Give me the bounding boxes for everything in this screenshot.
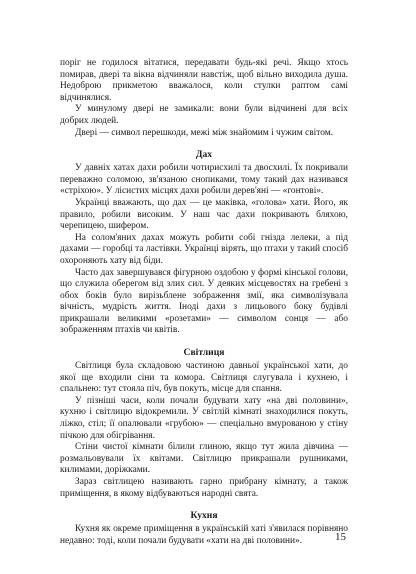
- body-text: [60, 58, 348, 547]
- paragraph: У минулому двері не замикали: вони були відчинені для всіх добрих людей.: [60, 104, 348, 126]
- section-heading-svitlytsia: Світлиця: [183, 347, 225, 359]
- paragraph: Світлиця була складовою частиною давньої української хати, до якої ще входили сіни та комора. Світлиця слугувала і кухнею, і спальнею: тут стояла піч, був покуть, місце для спання.: [60, 361, 348, 395]
- paragraph: На солом'яних дахах можуть робити собі гнізда лелеки, а під дахами — горобці та ластівки. Українці вірять, що птахи у такий спосіб охороняють хату від біди.: [60, 232, 348, 266]
- paragraph: У давніх хатах дахи робили чотирисхилі та двосхилі. Їх покривали переважно соломою, зв'язаною снопиками, тому такий дах називався «стріхою». У лісистих місцях дахи робили дерев'яні — «гонтові».: [60, 163, 348, 197]
- paragraph: Зараз світлицею називають гарно прибрану кімнату, а також приміщення, в якому відбуваються народні свята.: [60, 477, 348, 499]
- paragraph: Двері — символ перешкоди, межі між знайомим і чужим світом.: [75, 127, 334, 138]
- paragraph: Стіни чистої кімнати білили глиною, якщо тут жила дівчина — розмальовували їх квітами. Світлицю прикрашали рушниками, килимами, доріжками.: [60, 442, 348, 476]
- paragraph: Часто дах завершувався фігурною оздобою у формі кінської голови, що служила оберегом від злих сил. У деяких місцевостях на гребені з обох боків було вирізьблене зображення змії, яка символізувала вічність, мудрість життя. Іноді дахи з лицьового боку будівлі прикрашали великими «розетами» — символом сонця — або зображенням птахів чи квітів.: [60, 267, 348, 336]
- section-heading-roof: Дах: [195, 149, 213, 161]
- section-heading-kitchen: Кухня: [190, 510, 218, 522]
- paragraph: Кухня як окреме приміщення в українській хаті з'явилася порівняно недавно: тоді, коли почали будувати «хати на дві половини».: [60, 524, 348, 546]
- paragraph: У пізніші часи, коли почали будувати хату «на дві половини», кухню і світлицю відокремили. У світлій кімнаті знаходилися покуть, ліжко, стіл; її опалювали «грубою» — спеціально вмурованою у стіну пічкою для обігрівання.: [60, 395, 348, 441]
- paragraph: Українці вважають, що дах — це маківка, «голова» хати. Його, як правило, робили високим. У наш час дахи покривають бляхою, черепицею, шифером.: [60, 197, 348, 232]
- paragraph: поріг не годилося вітатися, передавати будь-які речі. Якщо хтось помирав, двері та вікна відчиняли навстіж, щоб вільно виходила душа. Недоброю прикметою вважалося, коли стулки раптом самі відчинялися.: [60, 58, 348, 103]
- page-number: 15: [335, 531, 346, 543]
